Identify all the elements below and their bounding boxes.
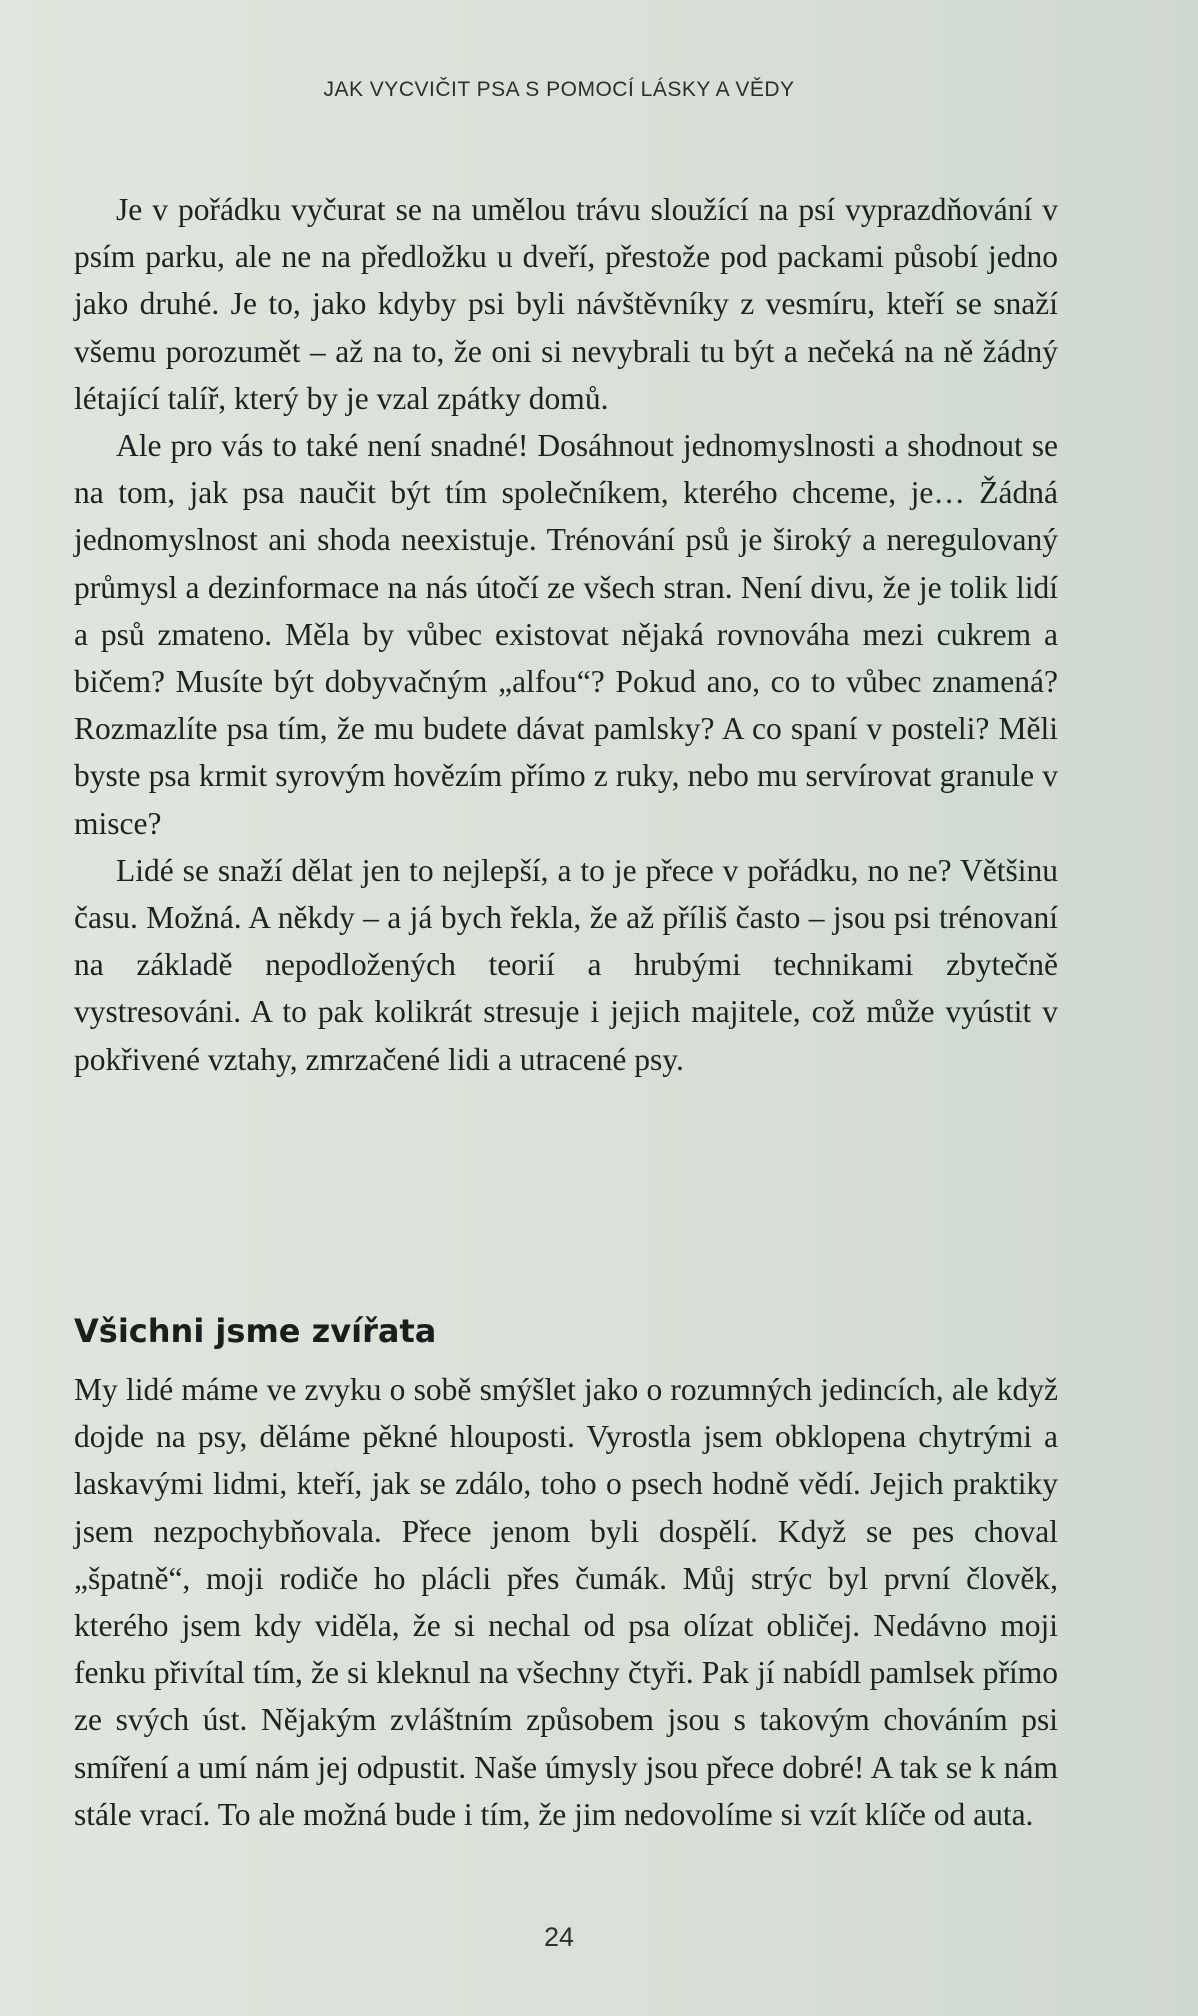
body-text-section xyxy=(74,1366,1058,1838)
paragraph: Ale pro vás to také není snadné! Dosáhnout jednomyslnosti a shodnout se na tom, jak psa naučit být tím společníkem, kterého chceme, je… Žádná jednomyslnost ani shoda neexistuje. Trénování psů je široký a neregulovaný průmysl a dezinformace na nás útočí ze všech stran. Není divu, že je tolik lidí a psů zmateno. Měla by vůbec existovat nějaká rovnováha mezi cukrem a bičem? Musíte být dobyvačným „alfou“? Pokud ano, co to vůbec znamená? Rozmazlíte psa tím, že mu budete dávat pamlsky? A co spaní v posteli? Měli byste psa krmit syrovým hovězím přímo z ruky, nebo mu servírovat granule v misce? xyxy=(74,428,1058,841)
section-heading: Všichni jsme zvířata xyxy=(74,1312,437,1350)
paragraph: Je v pořádku vyčurat se na umělou trávu sloužící na psí vyprazdňování v psím parku, ale ne na předložku u dveří, přestože pod packami působí jedno jako druhé. Je to, jako kdyby psi byli návštěvníky z vesmíru, kteří se snaží všemu porozumět – až na to, že oni si nevybrali tu být a nečeká na ně žádný létající talíř, který by je vzal zpátky domů. xyxy=(74,192,1058,416)
paragraph: Lidé se snaží dělat jen to nejlepší, a to je přece v pořádku, no ne? Většinu času. Možná. A někdy – a já bych řekla, že až příliš často – jsou psi trénovaní na základě nepodložených teorií a hrubými technikami zbytečně vystresováni. A to pak kolikrát stresuje i jejich majitele, což může vyústit v pokřivené vztahy, zmrzačené lidi a utracené psy. xyxy=(74,852,1058,1077)
body-text-top xyxy=(74,186,1058,1083)
page-number: 24 xyxy=(543,1922,575,1952)
running-head: JAK VYCVIČIT PSA S POMOCÍ LÁSKY A VĚDY xyxy=(323,78,795,101)
paragraph: My lidé máme ve zvyku o sobě smýšlet jako o rozumných jedincích, ale když dojde na psy, děláme pěkné hlouposti. Vyrostla jsem obklopena chytrými a laskavými lidmi, kteří, jak se zdálo, toho o psech hodně vědí. Jejich praktiky jsem nezpochybňovala. Přece jenom byli dospělí. Když se pes choval „špatně“, moji rodiče ho plácli přes čumák. Můj strýc byl první člověk, kterého jsem kdy viděla, že si nechal od psa olízat obličej. Nedávno moji fenku přivítal tím, že si kleknul na všechny čtyři. Pak jí nabídl pamlsek přímo ze svých úst. Nějakým zvláštním způsobem jsou s takovým chováním psi smíření a umí nám jej odpustit. Naše úmysly jsou přece dobré! A tak se k nám stále vrací. To ale možná bude i tím, že jim nedovolíme si vzít klíče od auta. xyxy=(74,1372,1058,1832)
